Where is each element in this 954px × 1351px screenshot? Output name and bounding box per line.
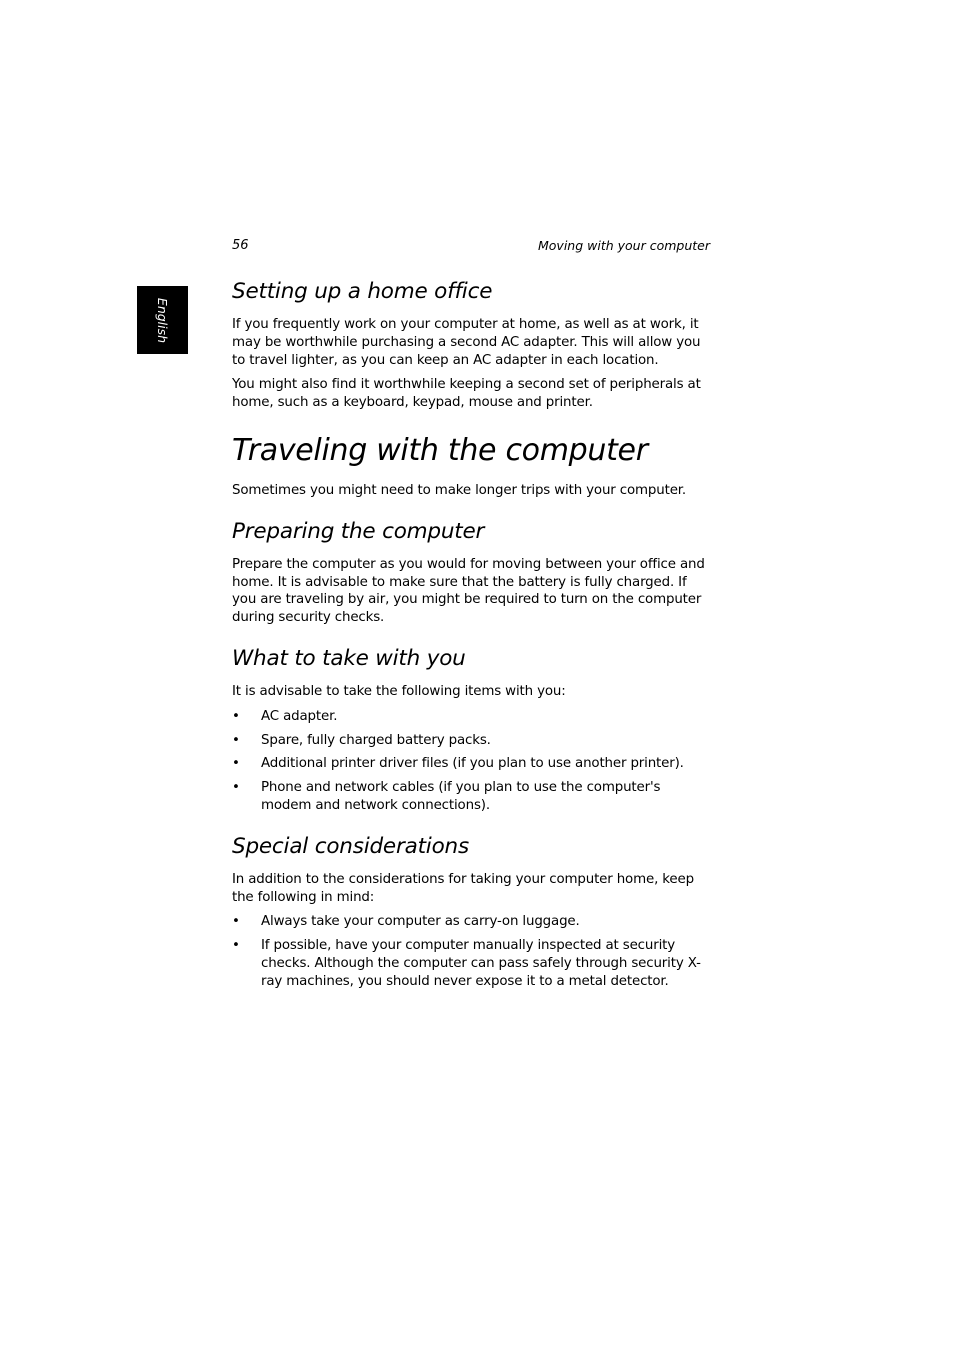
special-considerations-list xyxy=(232,913,712,990)
language-tab xyxy=(137,286,188,354)
list-item: • AC adapter. xyxy=(232,708,712,726)
what-to-take-list xyxy=(232,708,712,815)
language-tab-label: English xyxy=(154,297,170,343)
paragraph-home-office-1: If you frequently work on your computer at home, as well as at work, it may be worthwhile purchasing a second AC adapter. This will allow you to travel lighter, as you can keep an AC adapter in each location. xyxy=(232,317,701,368)
list-item: • Spare, fully charged battery packs. xyxy=(232,732,712,750)
running-header-title: Moving with your computer xyxy=(538,238,710,253)
page-number: 56 xyxy=(232,238,249,253)
list-item: • Phone and network cables (if you plan to use the computer's modem and network connections). xyxy=(232,779,712,815)
paragraph-home-office-2: You might also find it worthwhile keeping a second set of peripherals at home, such as a keyboard, keypad, mouse and printer. xyxy=(232,377,701,411)
list-item: • Always take your computer as carry-on luggage. xyxy=(232,913,712,931)
paragraph-traveling-intro: Sometimes you might need to make longer trips with your computer. xyxy=(232,482,687,498)
paragraph-special-intro: In addition to the considerations for taking your computer home, keep the following in mind: xyxy=(232,871,694,905)
page-content xyxy=(232,278,712,991)
paragraph-preparing: Prepare the computer as you would for moving between your office and home. It is advisable to make sure that the battery is fully charged. If you are traveling by air, you might be required to turn on the computer during security checks. xyxy=(232,556,705,626)
section-heading-preparing: Preparing the computer xyxy=(232,518,485,544)
section-heading-home-office: Setting up a home office xyxy=(232,279,493,304)
list-item: • If possible, have your computer manually inspected at security checks. Although the computer can pass safely through security X-ray machines, you should never expose it to a metal detector. xyxy=(232,937,712,990)
section-heading-what-to-take: What to take with you xyxy=(232,645,466,671)
chapter-title: Traveling with the computer xyxy=(232,432,648,468)
list-item: • Additional printer driver files (if you plan to use another printer). xyxy=(232,755,712,773)
paragraph-what-to-take-intro: It is advisable to take the following items with you: xyxy=(232,683,566,699)
section-heading-special: Special considerations xyxy=(232,833,469,859)
